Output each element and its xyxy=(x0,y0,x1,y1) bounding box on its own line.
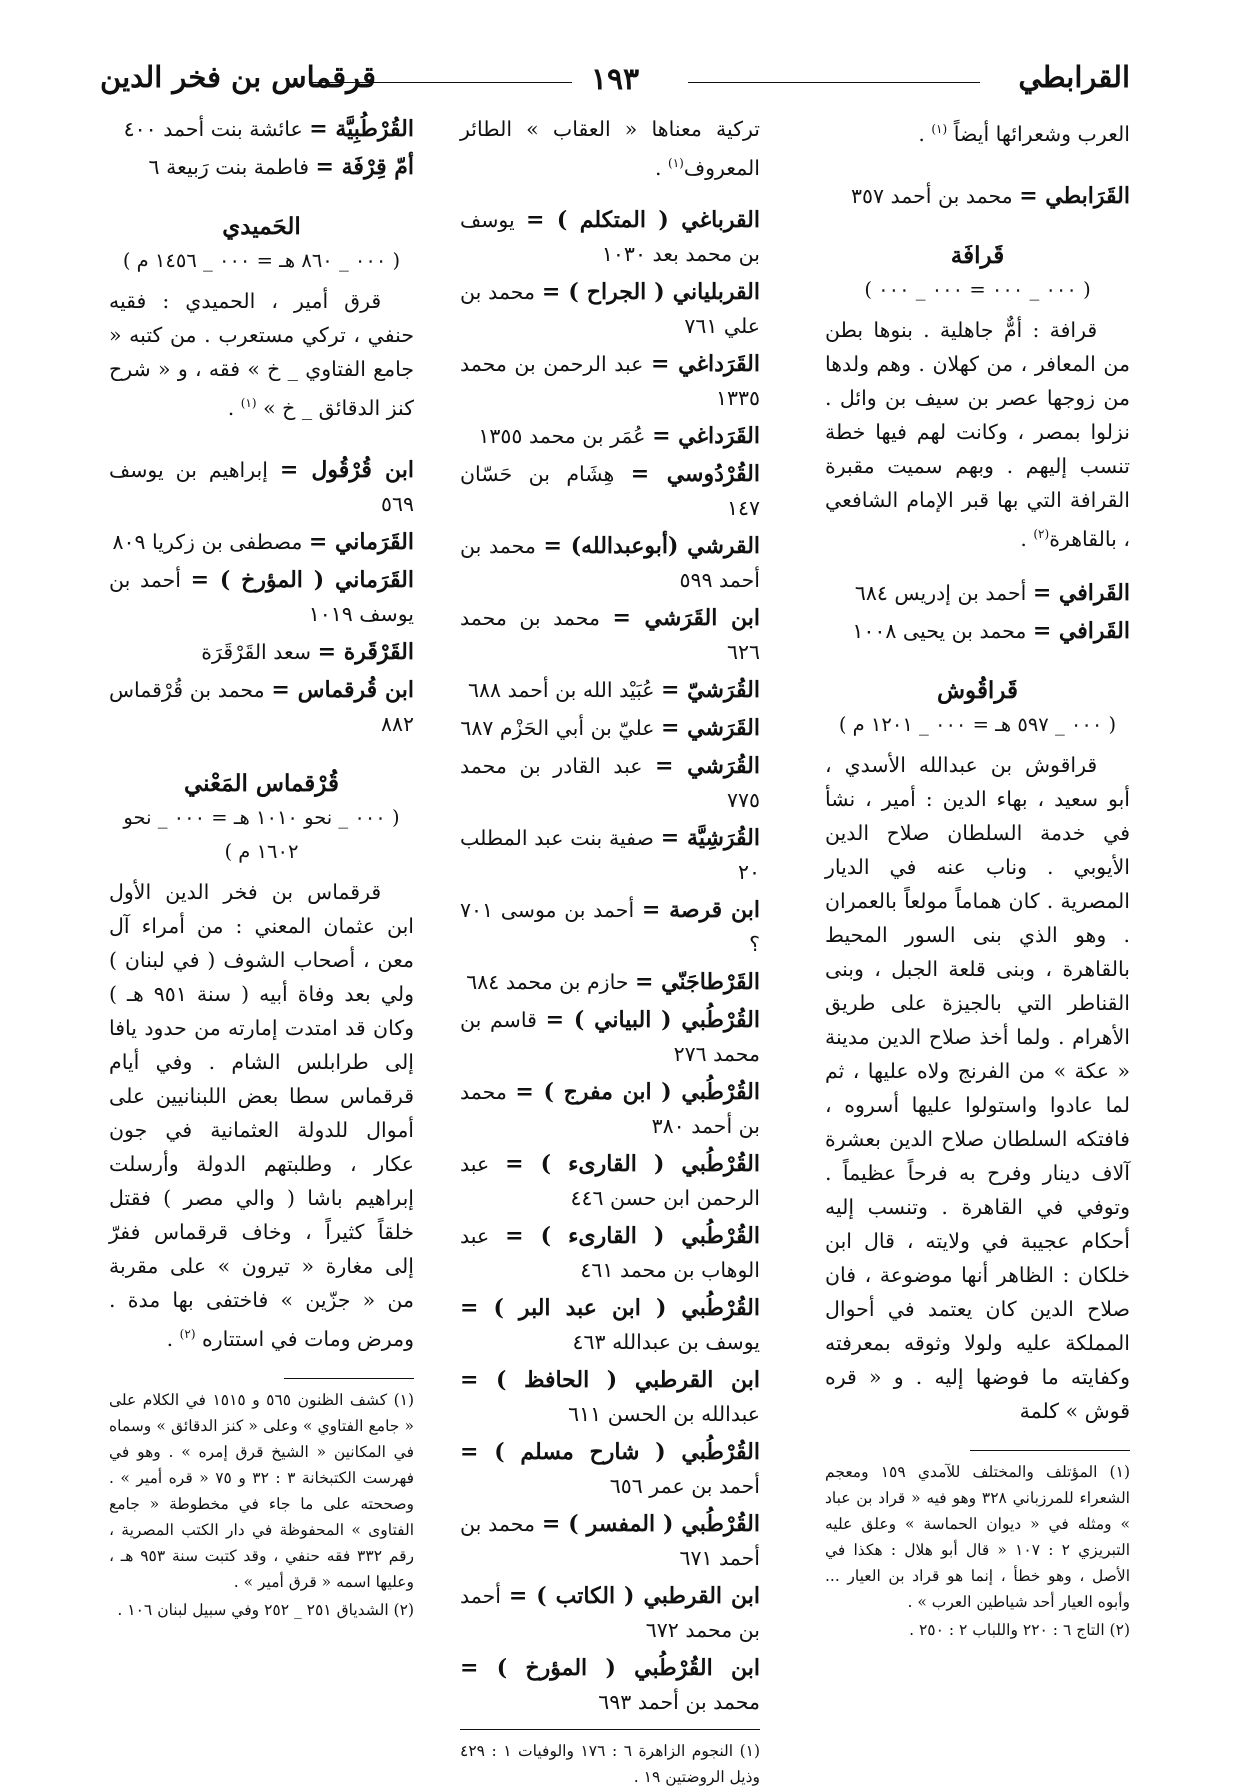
index-entry: القُرَشي = عبد القادر بن محمد ٧٧٥ xyxy=(460,752,760,812)
biography-heading: قَرافَة ( ٠٠٠ _ ٠٠٠ = ٠٠٠ _ ٠٠٠ ) xyxy=(864,241,1091,301)
column-middle xyxy=(460,112,761,1786)
column-right xyxy=(825,112,1130,1643)
footnote: (١) النجوم الزاهرة ٦ : ١٧٦ والوفيات ١ : ٤٢٩ وذيل الروضتين ١٩ . xyxy=(460,1741,761,1786)
index-entry: القُرْطُبي ( البياني ) = قاسم بن محمد ٢٧٦ xyxy=(460,1006,760,1066)
continued-text: العرب وشعرائها أيضاً $^{(١)}$ . xyxy=(918,121,1130,146)
index-entry: القُرْطُبي ( ابن عبد البر ) = يوسف بن عبدالله ٤٦٣ xyxy=(460,1294,760,1354)
index-entry: القَرَداغي = عُمَر بن محمد ١٣٥٥ xyxy=(478,422,760,449)
biography-heading: الحَميدي ( ٠٠٠ _ ٨٦٠ هـ = ٠٠٠ _ ١٤٥٦ م ) xyxy=(122,213,401,272)
page-number: ١٩٣ xyxy=(590,62,640,97)
index-entry: ابن قُرقماس = محمد بن قُرْقماس ٨٨٢ xyxy=(109,676,414,736)
biography-text: قرقماس بن فخر الدين الأول ابن عثمان المعني : من أمراء آل معن ، أصحاب الشوف ( في لبنان ) ولي بعد وفاة أبيه ( سنة ٩٥١ هـ ) وكان قد امتدت إمارته من حدود يافا إلى طرابلس الشام . وفي أيام قرقماس سطا بعض اللبنانيين على أموال للدولة العثمانية في جون عكار ، وطلبتهم الدولة وأرسلت إبراهيم باشا ( والي مصر ) فقتل خلقاً كثيراً ، وخاف قرقماس ففرّ إلى مغارة « تيرون » على مقربة من « جزّين » فاختفى بها مدة . ومرض ومات في استتاره $^{(٢)}$ . xyxy=(109,879,414,1351)
index-entry: ابن القرطبي ( الكاتب ) = أحمد بن محمد ٦٧٢ xyxy=(460,1582,760,1642)
index-entry: ابن قرصة = أحمد بن موسى ٧٠١ ؟ xyxy=(460,896,760,956)
biography-text: قرافة : أمٌّ جاهلية . بنوها بطن من المعافر ، من كهلان . وهم ولدها من زوجها عصر بن سيف بن وائل . نزلوا بمصر ، وكانت لهم فيها خطة تنسب إليهم . وبهم سميت مقبرة القرافة التي بها قبر الإمام الشافعي ، بالقاهرة$^{(٢)}$ . xyxy=(825,317,1130,551)
index-entry: القُرْطُبي ( القارىء ) = عبد الوهاب بن محمد ٤٦١ xyxy=(460,1222,760,1282)
index-entry: القربلياني ( الجراح ) = محمد بن علي ٧٦١ xyxy=(460,278,760,338)
footnote: (١) المؤتلف والمختلف للآمدي ١٥٩ ومعجم الشعراء للمرزباني ٣٢٨ وهو فيه « قراد بن عباد » ومثله في « ديوان الحماسة » وعلق عليه التبريزي ٢ : ١٠٧ « قال أبو هلال : هكذا في الأصل ، وهو خطأ ، إنما هو قراد بن العيار ... وأبوه العيار أحد شياطين العرب » . xyxy=(825,1462,1131,1611)
continued-text: تركية معناها « العقاب » الطائر المعروف$^{(١)}$ . xyxy=(460,117,760,180)
header-rule-left xyxy=(310,82,572,83)
biography-text: قرق أمير ، الحميدي : فقيه حنفي ، تركي مستعرب . من كتبه « جامع الفتاوي _ خ » فقه ، و « شرح كنز الدقائق _ خ » $^{(١)}$ . xyxy=(109,289,414,420)
index-entry: القرباغي ( المتكلم ) = يوسف بن محمد بعد ١٠٣٠ xyxy=(460,206,760,266)
index-entry: القَرَشي = عليّ بن أبي الحَزْم ٦٨٧ xyxy=(460,714,760,741)
footnote-separator xyxy=(970,1450,1130,1451)
index-entry: القُرْدُوسي = هِشَام بن حَسّان ١٤٧ xyxy=(460,460,760,520)
page-header xyxy=(100,58,1130,98)
footnote: (٢) الشدياق ٢٥١ _ ٢٥٢ وفي سبيل لبنان ١٠٦ . xyxy=(117,1600,414,1619)
biography-text: قراقوش بن عبدالله الأسدي ، أبو سعيد ، بهاء الدين : أمير ، نشأ في خدمة السلطان صلاح الدين الأيوبي . وناب عنه في الديار المصرية . كان هماماً مولعاً بالعمران . وهو الذي بنى السور المحيط بالقاهرة ، وبنى قلعة الجبل ، وبنى القناطر التي بالجيزة على طريق الأهرام . ولما أخذ صلاح الدين مدينة « عكة » من الفرنج ولاه عليها ، ثم لما عادوا واستولوا عليها أسروه ، فافتكه السلطان صلاح الدين بعشرة آلاف دينار وفرح به فرحاً عظيماً . وتوفي في القاهرة . وتنسب إليه أحكام عجيبة في ولايته ، قال ابن خلكان : الظاهر أنها موضوعة ، فان صلاح الدين كان يعتمد في أحوال المملكة عليه ولولا وثوقه بمعرفته وكفايته ما فوضها إليه . و « قره قوش » كلمة xyxy=(825,752,1130,1423)
footnote-separator xyxy=(284,1378,414,1379)
column-left xyxy=(109,112,414,1643)
index-entry: القُرَشِيَّة = صفية بنت عبد المطلب ٢٠ xyxy=(460,824,760,884)
index-entry: القَرافي = أحمد بن إدريس ٦٨٤ xyxy=(854,579,1130,606)
index-entry: القَرْقَرة = سعد القَرْقَرَة xyxy=(201,638,414,665)
biography-heading: قَراقُوش ( ٠٠٠ _ ٥٩٧ هـ = ٠٠٠ _ ١٢٠١ م ) xyxy=(838,676,1117,736)
index-entry: ابن قُرْقُول = إبراهيم بن يوسف ٥٦٩ xyxy=(109,456,414,516)
footnote: (٢) التاج ٦ : ٢٢٠ واللباب ٢ : ٢٥٠ . xyxy=(909,1620,1130,1639)
index-entry: القَرَماني ( المؤرخ ) = أحمد بن يوسف ١٠١٩ xyxy=(109,566,414,626)
header-left-keyword: قرقماس بن فخر الدين xyxy=(100,60,377,94)
footnote: (١) كشف الظنون ٥٦٥ و ١٥١٥ في الكلام على « جامع الفتاوي » وعلى « كنز الدقائق » وسماه في المكانين « الشيخ قرق إمره » . وهو في فهرست الكتبخانة ٣ : ٣٢ و ٧٥ « قره أمير » . وصححته على ما جاء في مخطوطة « جامع الفتاوى » المحفوظة في دار الكتب المصرية ، رقم ٣٣٢ فقه حنفي ، وقد كتبت سنة ٩٥٣ هـ ، وعليها اسمه « قرق أمير » . xyxy=(109,1390,415,1591)
index-entry: ابن القَرَشي = محمد بن محمد ٦٢٦ xyxy=(460,604,760,664)
index-entry: القَرْطاجَنّي = حازم بن محمد ٦٨٤ xyxy=(466,968,760,995)
index-entry: القُرْطُبي ( المفسر ) = محمد بن أحمد ٦٧١ xyxy=(460,1510,760,1570)
index-entry: القَرَماني = مصطفى بن زكريا ٨٠٩ xyxy=(112,528,414,555)
footnote-separator xyxy=(460,1729,760,1730)
index-entry: القَرَداغي = عبد الرحمن بن محمد ١٣٣٥ xyxy=(460,350,760,410)
index-entry: القُرَشيّ = عُبَيْد الله بن أحمد ٦٨٨ xyxy=(468,676,760,703)
header-right-keyword: القرابطي xyxy=(1018,60,1130,94)
index-entry: القُرْطُبي ( شارح مسلم ) = أحمد بن عمر ٦٥٦ xyxy=(460,1438,760,1498)
index-entry: القَرَابطي = محمد بن أحمد ٣٥٧ xyxy=(850,182,1130,209)
index-entry: القُرْطُبِيَّة = عائشة بنت أحمد ٤٠٠ xyxy=(123,116,414,142)
biography-heading: قُرْقماس المَعْني ( ٠٠٠ _ نحو ١٠١٠ هـ = ٠٠٠ _ نحو ١٦٠٢ م ) xyxy=(123,769,400,863)
header-rule-right xyxy=(688,82,980,83)
index-entry: القَرافي = محمد بن يحيى ١٠٠٨ xyxy=(852,617,1130,644)
index-entry: القُرْطُبي ( القارىء ) = عبد الرحمن ابن حسن ٤٤٦ xyxy=(460,1150,760,1210)
index-entry: أمّ قِرْفَة = فاطمة بنت رَبيعة ٦ xyxy=(148,154,414,180)
index-entry: القرشي (أبوعبدالله) = محمد بن أحمد ٥٩٩ xyxy=(460,532,761,592)
index-entry: القُرْطُبي ( ابن مفرج ) = محمد بن أحمد ٣٨٠ xyxy=(460,1078,760,1138)
index-entry: ابن القرطبي ( الحافظ ) = عبدالله بن الحسن ٦١١ xyxy=(460,1366,760,1426)
index-entry: ابن القُرْطُبي ( المؤرخ ) = محمد بن أحمد ٦٩٣ xyxy=(460,1654,760,1714)
